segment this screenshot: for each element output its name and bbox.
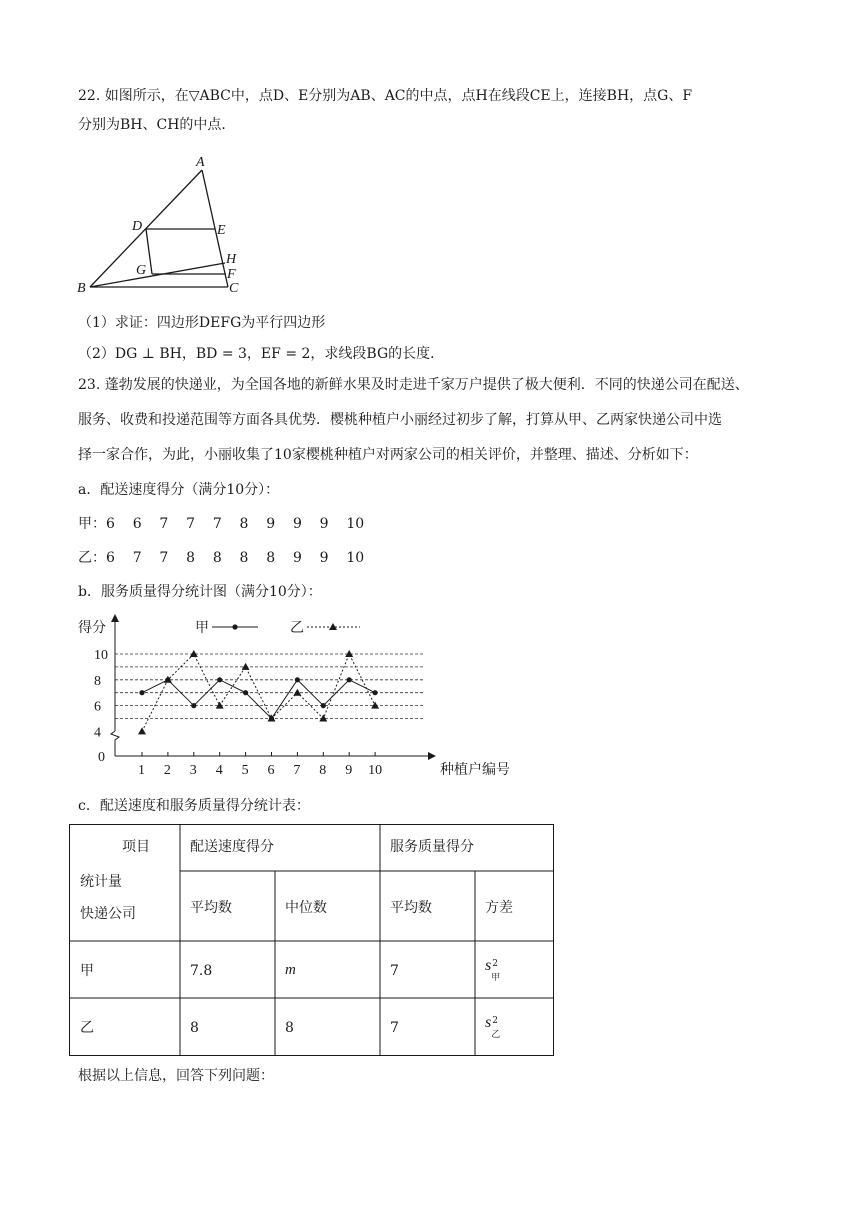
corner-mid-label: 统计量 xyxy=(80,874,122,890)
q23-line2: 服务、收费和投递范围等方面各具优势．樱桃种植户小丽经过初步了解，打算从甲、乙两家快递公司中选 xyxy=(78,412,722,428)
score-stats-table xyxy=(69,824,554,1056)
x-tick-label: 2 xyxy=(163,763,171,778)
col-speed-mean: 平均数 xyxy=(190,900,232,916)
q22-part1: （1）求证：四边形DEFG为平行四边形 xyxy=(78,315,326,331)
service-quality-chart xyxy=(70,612,510,782)
row-yi-speed-mean: 8 xyxy=(190,1020,199,1036)
x-tick-label: 10 xyxy=(368,763,383,778)
row-jia-speed-median: m xyxy=(285,962,296,978)
row-jia-service-mean: 7 xyxy=(390,963,399,979)
row-jia-speed-mean: 7.8 xyxy=(190,963,213,979)
jia-speed-scores: 6 6 7 7 7 8 9 9 9 10 xyxy=(106,516,365,532)
x-tick-label: 8 xyxy=(319,763,327,778)
col-speed-median: 中位数 xyxy=(285,900,327,916)
series-jia-point xyxy=(295,677,300,682)
legend-series-1-marker xyxy=(232,624,237,629)
variance-sup: 2 xyxy=(492,1016,498,1026)
q22-line1: 22. 如图所示，在▽ABC中，点D、E分别为AB、AC的中点，点H在线段CE上，连接BH，点G、F xyxy=(78,88,693,104)
y-tick-label: 8 xyxy=(94,673,101,689)
yi-label: 乙： xyxy=(78,550,106,566)
legend-series-2-label: 乙 xyxy=(290,621,304,636)
footer-text: 根据以上信息，回答下列问题： xyxy=(78,1068,274,1084)
table-grid xyxy=(69,824,554,1056)
series-jia-line xyxy=(142,680,375,719)
corner-bottom-label: 快递公司 xyxy=(80,906,136,922)
series-jia-point xyxy=(139,690,144,695)
q22-part2: （2）DG ⊥ BH，BD = 3，EF = 2，求线段BG的长度． xyxy=(78,346,445,362)
series-yi-point xyxy=(242,663,250,670)
series-jia-point xyxy=(217,677,222,682)
row-jia-variance xyxy=(485,956,503,983)
variance-sub-jia: 甲 xyxy=(491,973,501,983)
group-service-header: 服务质量得分 xyxy=(390,839,474,855)
y-tick-label: 4 xyxy=(94,725,101,741)
triangle-figure xyxy=(74,150,254,296)
series-jia-point xyxy=(347,677,352,682)
series-yi-point xyxy=(293,689,301,696)
y-tick-label: 0 xyxy=(98,750,105,765)
x-tick-label: 4 xyxy=(215,763,223,778)
x-axis-label: 种植户编号 xyxy=(440,763,510,778)
point-label-e: E xyxy=(217,223,226,238)
series-jia-point xyxy=(321,703,326,708)
x-tick-label: 7 xyxy=(293,763,301,778)
series-yi-point xyxy=(190,650,198,657)
x-tick-label: 3 xyxy=(189,763,197,778)
variance-sub-yi: 乙 xyxy=(491,1030,501,1040)
row-yi-speed-median: 8 xyxy=(285,1020,294,1036)
row-yi-variance xyxy=(485,1013,503,1040)
point-label-b: B xyxy=(77,281,86,296)
axis-break-icon xyxy=(111,731,119,743)
series-jia-point xyxy=(373,690,378,695)
jia-label: 甲： xyxy=(78,516,106,532)
jia-speed-row xyxy=(78,514,364,534)
variance-sup: 2 xyxy=(492,959,498,969)
section-a-title: a．配送速度得分（满分10分）： xyxy=(78,482,280,498)
q23-line1: 23. 蓬勃发展的快递业，为全国各地的新鲜水果及时走进千家万户提供了极大便利．不同的快递公司在配送、 xyxy=(78,377,749,393)
row-jia-name: 甲 xyxy=(80,963,94,979)
row-yi-service-mean: 7 xyxy=(390,1020,399,1036)
group-speed-header: 配送速度得分 xyxy=(190,839,274,855)
y-tick-label: 6 xyxy=(94,699,101,715)
variance-s: s xyxy=(485,1014,492,1031)
x-tick-label: 5 xyxy=(241,763,249,778)
series-yi-point xyxy=(371,702,379,709)
y-axis-arrow-icon xyxy=(111,614,119,622)
yi-speed-scores: 6 7 7 8 8 8 8 9 9 10 xyxy=(106,550,365,566)
q23-line3: 择一家合作，为此，小丽收集了10家樱桃种植户对两家公司的相关评价，并整理、描述、分析如下： xyxy=(78,447,698,463)
x-tick-label: 9 xyxy=(345,763,353,778)
x-tick-label: 1 xyxy=(138,763,145,778)
series-jia-point xyxy=(191,703,196,708)
variance-s: s xyxy=(485,957,492,974)
row-yi-name: 乙 xyxy=(80,1020,94,1036)
point-label-h: H xyxy=(226,252,237,267)
section-c-title: c．配送速度和服务质量得分统计表： xyxy=(78,798,310,814)
x-tick-label: 6 xyxy=(267,763,275,778)
legend-series-1-label: 甲 xyxy=(195,621,209,636)
col-service-variance: 方差 xyxy=(485,900,513,916)
col-service-mean: 平均数 xyxy=(390,900,432,916)
q22-line2: 分别为BH、CH的中点． xyxy=(78,117,236,133)
section-b-title: b．服务质量得分统计图（满分10分）： xyxy=(78,584,322,600)
point-label-c: C xyxy=(229,281,239,296)
y-tick-label: 10 xyxy=(94,648,108,663)
corner-top-label: 项目 xyxy=(122,839,150,855)
series-yi-point xyxy=(345,650,353,657)
series-yi-point xyxy=(138,727,146,734)
series-jia-point xyxy=(243,690,248,695)
series-yi-point xyxy=(216,702,224,709)
point-label-d: D xyxy=(132,219,143,234)
x-axis-arrow-icon xyxy=(428,752,436,760)
y-axis-label: 得分 xyxy=(78,621,106,636)
point-label-a: A xyxy=(196,155,205,170)
point-label-f: F xyxy=(227,267,236,282)
yi-speed-row xyxy=(78,548,364,568)
point-label-g: G xyxy=(136,263,147,278)
